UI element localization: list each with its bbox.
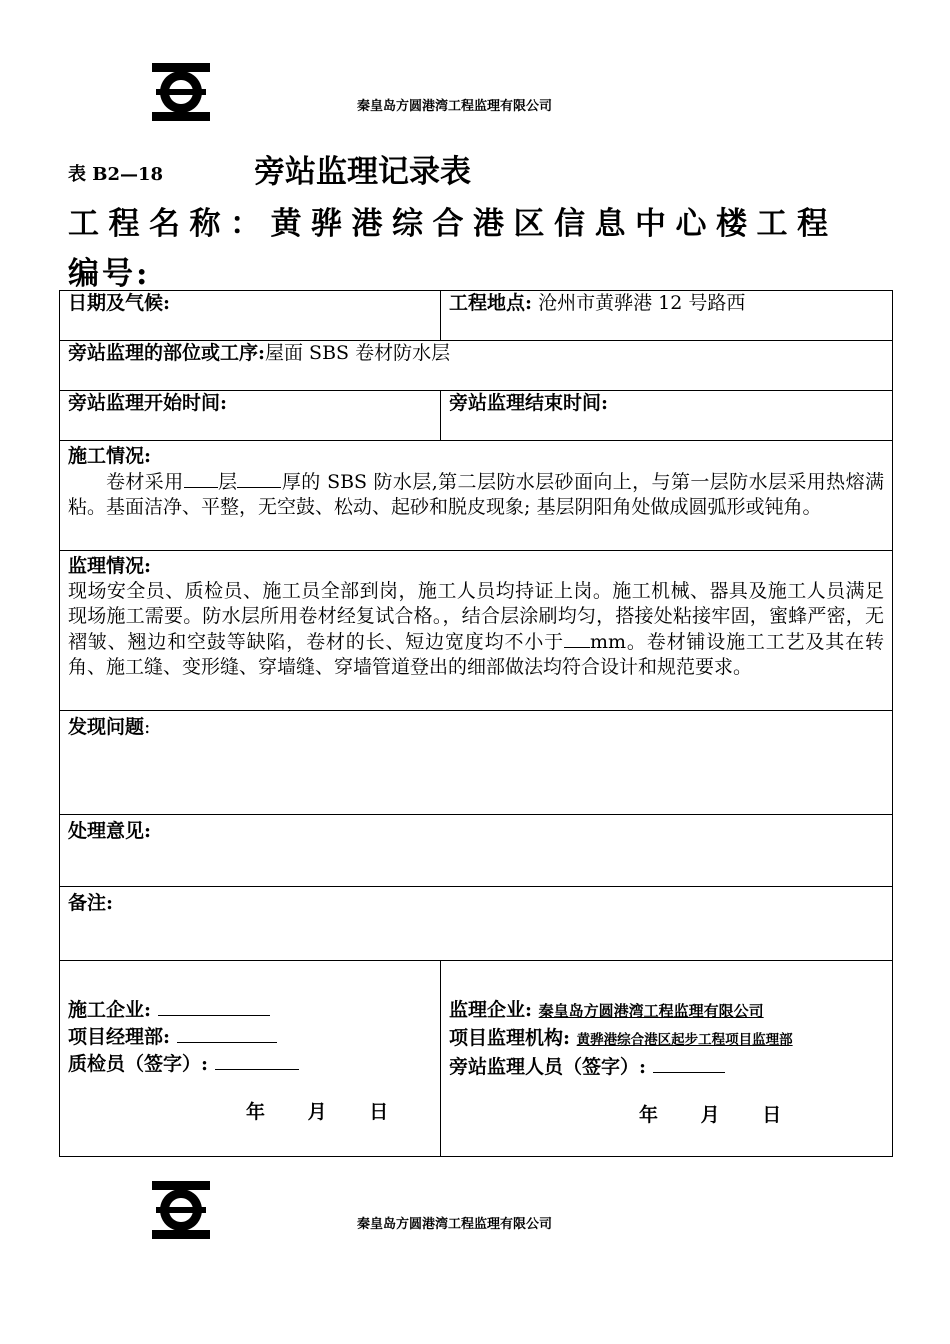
construction-text-b: 层 [217,471,238,493]
project-number: 编号: [68,256,151,292]
supervision-company-value: 秦皇岛方圆港湾工程监理有限公司 [538,1002,764,1020]
supervision-company-line [449,997,884,1025]
right-date: 年 月 日 [639,1104,800,1126]
problems-label: 发现问题 [68,716,145,738]
left-date: 年 月 日 [246,1101,407,1123]
inspector-signature-blank [215,1051,299,1070]
supervisor-label: 旁站监理人员（签字）: [449,1056,647,1078]
supervision-org-label: 项目监理机构: [449,1027,571,1049]
header-company-name: 秦皇岛方圆港湾工程监理有限公司 [357,99,553,114]
opinion-label: 处理意见: [68,820,152,842]
construction-cell [60,441,893,551]
construction-label: 施工情况: [68,445,152,467]
form-number: 表 B2—18 [68,164,164,185]
end-time-label: 旁站监理结束时间: [449,392,609,414]
construction-row [60,441,893,551]
project-manager-label: 项目经理部: [68,1026,171,1048]
problems-row [60,711,893,815]
location-value: 沧州市黄骅港 12 号路西 [538,292,746,314]
start-time-label: 旁站监理开始时间: [68,392,228,414]
part-value: 屋面 SBS 卷材防水层 [265,342,451,364]
start-time-cell [60,391,441,441]
opinion-cell [60,815,893,887]
width-blank [564,629,590,648]
problems-cell [60,711,893,815]
supervisor-line [449,1054,884,1081]
inspector-line [68,1051,432,1078]
thickness-blank [237,469,281,488]
construction-company-label: 施工企业: [68,999,152,1021]
remarks-label: 备注: [68,892,114,914]
construction-text [68,469,884,520]
part-label: 旁站监理的部位或工序: [68,342,266,364]
supervision-cell [60,551,893,711]
supervision-org-line [449,1025,884,1054]
supervision-org-value: 黄骅港综合港区起步工程项目监理部 [576,1032,793,1048]
date-cell [60,291,441,341]
inspector-label: 质检员（签字）: [68,1053,209,1075]
time-row [60,391,893,441]
date-label: 日期及气候: [68,292,171,314]
project-manager-line [68,1024,432,1051]
construction-text-c: 厚的 SBS 防水层,第二层防水层砂面向上，与第一层防水层采用热熔满粘。基面洁净、平整，无空鼓、松动、起砂和脱皮现象; 基层阴阳角处做成圆弧形或钝角。 [68,471,884,518]
construction-company-blank [158,997,270,1016]
supervision-text [68,579,884,680]
opinion-row [60,815,893,887]
part-cell [60,341,893,391]
date-location-row [60,291,893,341]
construction-company-line [68,997,432,1024]
footer-company-name: 秦皇岛方圆港湾工程监理有限公司 [357,1217,553,1232]
supervision-text-b: mm。卷材铺设施工工艺及其在转角、施工缝、变形缝、穿墙缝、穿墙管道登出的细部做法均符合设计和规范要求。 [68,631,884,678]
form-title: 旁站监理记录表 [254,154,471,190]
part-row [60,341,893,391]
signature-right-cell [441,961,893,1157]
supervision-row [60,551,893,711]
project-manager-blank [177,1024,277,1043]
layers-blank [184,469,218,488]
supervision-company-label: 监理企业: [449,999,533,1021]
signature-left-cell [60,961,441,1157]
problems-colon: : [144,716,151,738]
remarks-cell [60,887,893,961]
supervision-label: 监理情况: [68,555,152,577]
construction-text-a: 卷材采用 [106,471,184,493]
remarks-row [60,887,893,961]
location-colon: : [525,292,533,314]
signature-row [60,961,893,1157]
footer-logo-icon [152,1181,210,1239]
end-time-cell [441,391,893,441]
supervision-text-a: 现场安全员、质检员、施工员全部到岗，施工人员均持证上岗。施工机械、器具及施工人员满足现场施工需要。防水层所用卷材经复试合格。，结合层涂刷均匀，搭接处粘接牢固，蜜蜂严密，无褶皱、翘边和空鼓等缺陷，卷材的长、短边宽度均不小于 [68,580,884,653]
record-table [59,290,893,1157]
supervisor-signature-blank [653,1054,725,1073]
company-logo-icon [152,63,210,121]
project-name: 工程名称：黄骅港综合港区信息中心楼工程 [68,206,838,242]
location-label: 工程地点 [449,292,526,314]
location-cell [441,291,893,341]
